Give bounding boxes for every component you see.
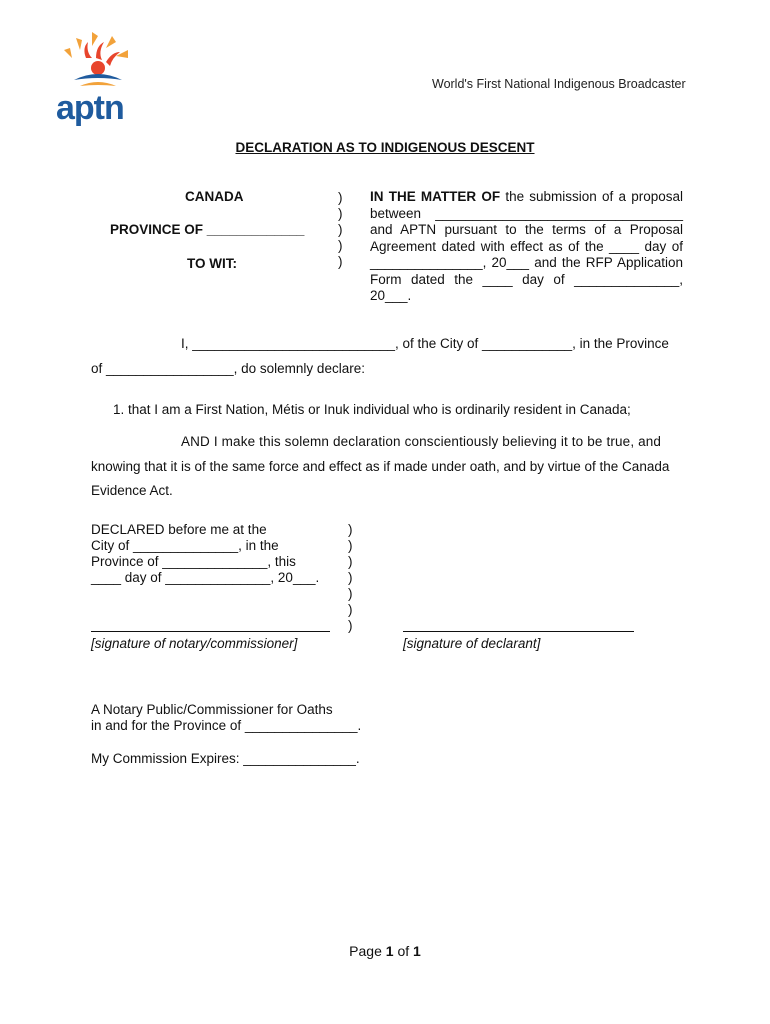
commission-expires: My Commission Expires: _______________. — [91, 751, 360, 766]
list-item-1: 1. that I am a First Nation, Métis or Inuk individual who is ordinarily resident in Canada; — [113, 402, 631, 417]
notary-line-2: in and for the Province of _______________. — [91, 718, 362, 733]
paren: ) — [338, 238, 343, 253]
declarant-line-1: I, ___________________________, of the City of ____________, in the Province — [181, 336, 669, 351]
paren: ) — [348, 554, 353, 569]
declarant-signature-line — [403, 631, 634, 632]
paren: ) — [348, 586, 353, 601]
paren: ) — [338, 206, 343, 221]
caption-canada: CANADA — [185, 189, 244, 204]
caption-to-wit: TO WIT: — [187, 256, 237, 271]
page-word: Page — [349, 943, 382, 959]
paren: ) — [338, 254, 343, 269]
matter-text: the submission of a proposal between _________________________________ and APTN pursuant to the terms of a Proposal Agreement dated with effect as of the ____ day of _______________, 20___ and the RFP Application Form dated the ____ day of ______________, 20___. — [370, 189, 683, 303]
of-word: of — [397, 943, 410, 959]
page-footer — [0, 943, 770, 959]
page-total: 1 — [413, 943, 421, 959]
declarant-line-2: of _________________, do solemnly declare: — [91, 361, 365, 376]
declared-line-2: City of ______________, in the — [91, 538, 279, 553]
caption-province: PROVINCE OF _____________ — [110, 222, 305, 237]
paren: ) — [348, 570, 353, 585]
and-line-1: AND I make this solemn declaration conscientiously believing it to be true, and — [181, 434, 662, 449]
declared-line-4: ____ day of ______________, 20___. — [91, 570, 320, 585]
matter-bold: IN THE MATTER OF — [370, 189, 501, 204]
paren: ) — [338, 222, 343, 237]
and-line-2: knowing that it is of the same force and effect as if made under oath, and by virtue of the Canada — [91, 459, 670, 474]
logo-wordmark: aptn — [56, 89, 124, 127]
page-number: 1 — [385, 943, 394, 959]
tagline: World's First National Indigenous Broadcaster — [432, 77, 686, 91]
notary-line-1: A Notary Public/Commissioner for Oaths — [91, 702, 333, 717]
paren: ) — [348, 602, 353, 617]
matter-paragraph — [370, 189, 683, 305]
paren: ) — [348, 522, 353, 537]
declared-line-3: Province of ______________, this — [91, 554, 296, 569]
notary-signature-line — [91, 631, 330, 632]
declared-line-1: DECLARED before me at the — [91, 522, 267, 537]
document-title: DECLARATION AS TO INDIGENOUS DESCENT — [235, 140, 535, 155]
notary-signature-label: [signature of notary/commissioner] — [91, 636, 298, 651]
paren: ) — [338, 190, 343, 205]
paren: ) — [348, 618, 353, 633]
and-line-3: Evidence Act. — [91, 483, 173, 498]
paren: ) — [348, 538, 353, 553]
declarant-signature-label: [signature of declarant] — [403, 636, 541, 651]
